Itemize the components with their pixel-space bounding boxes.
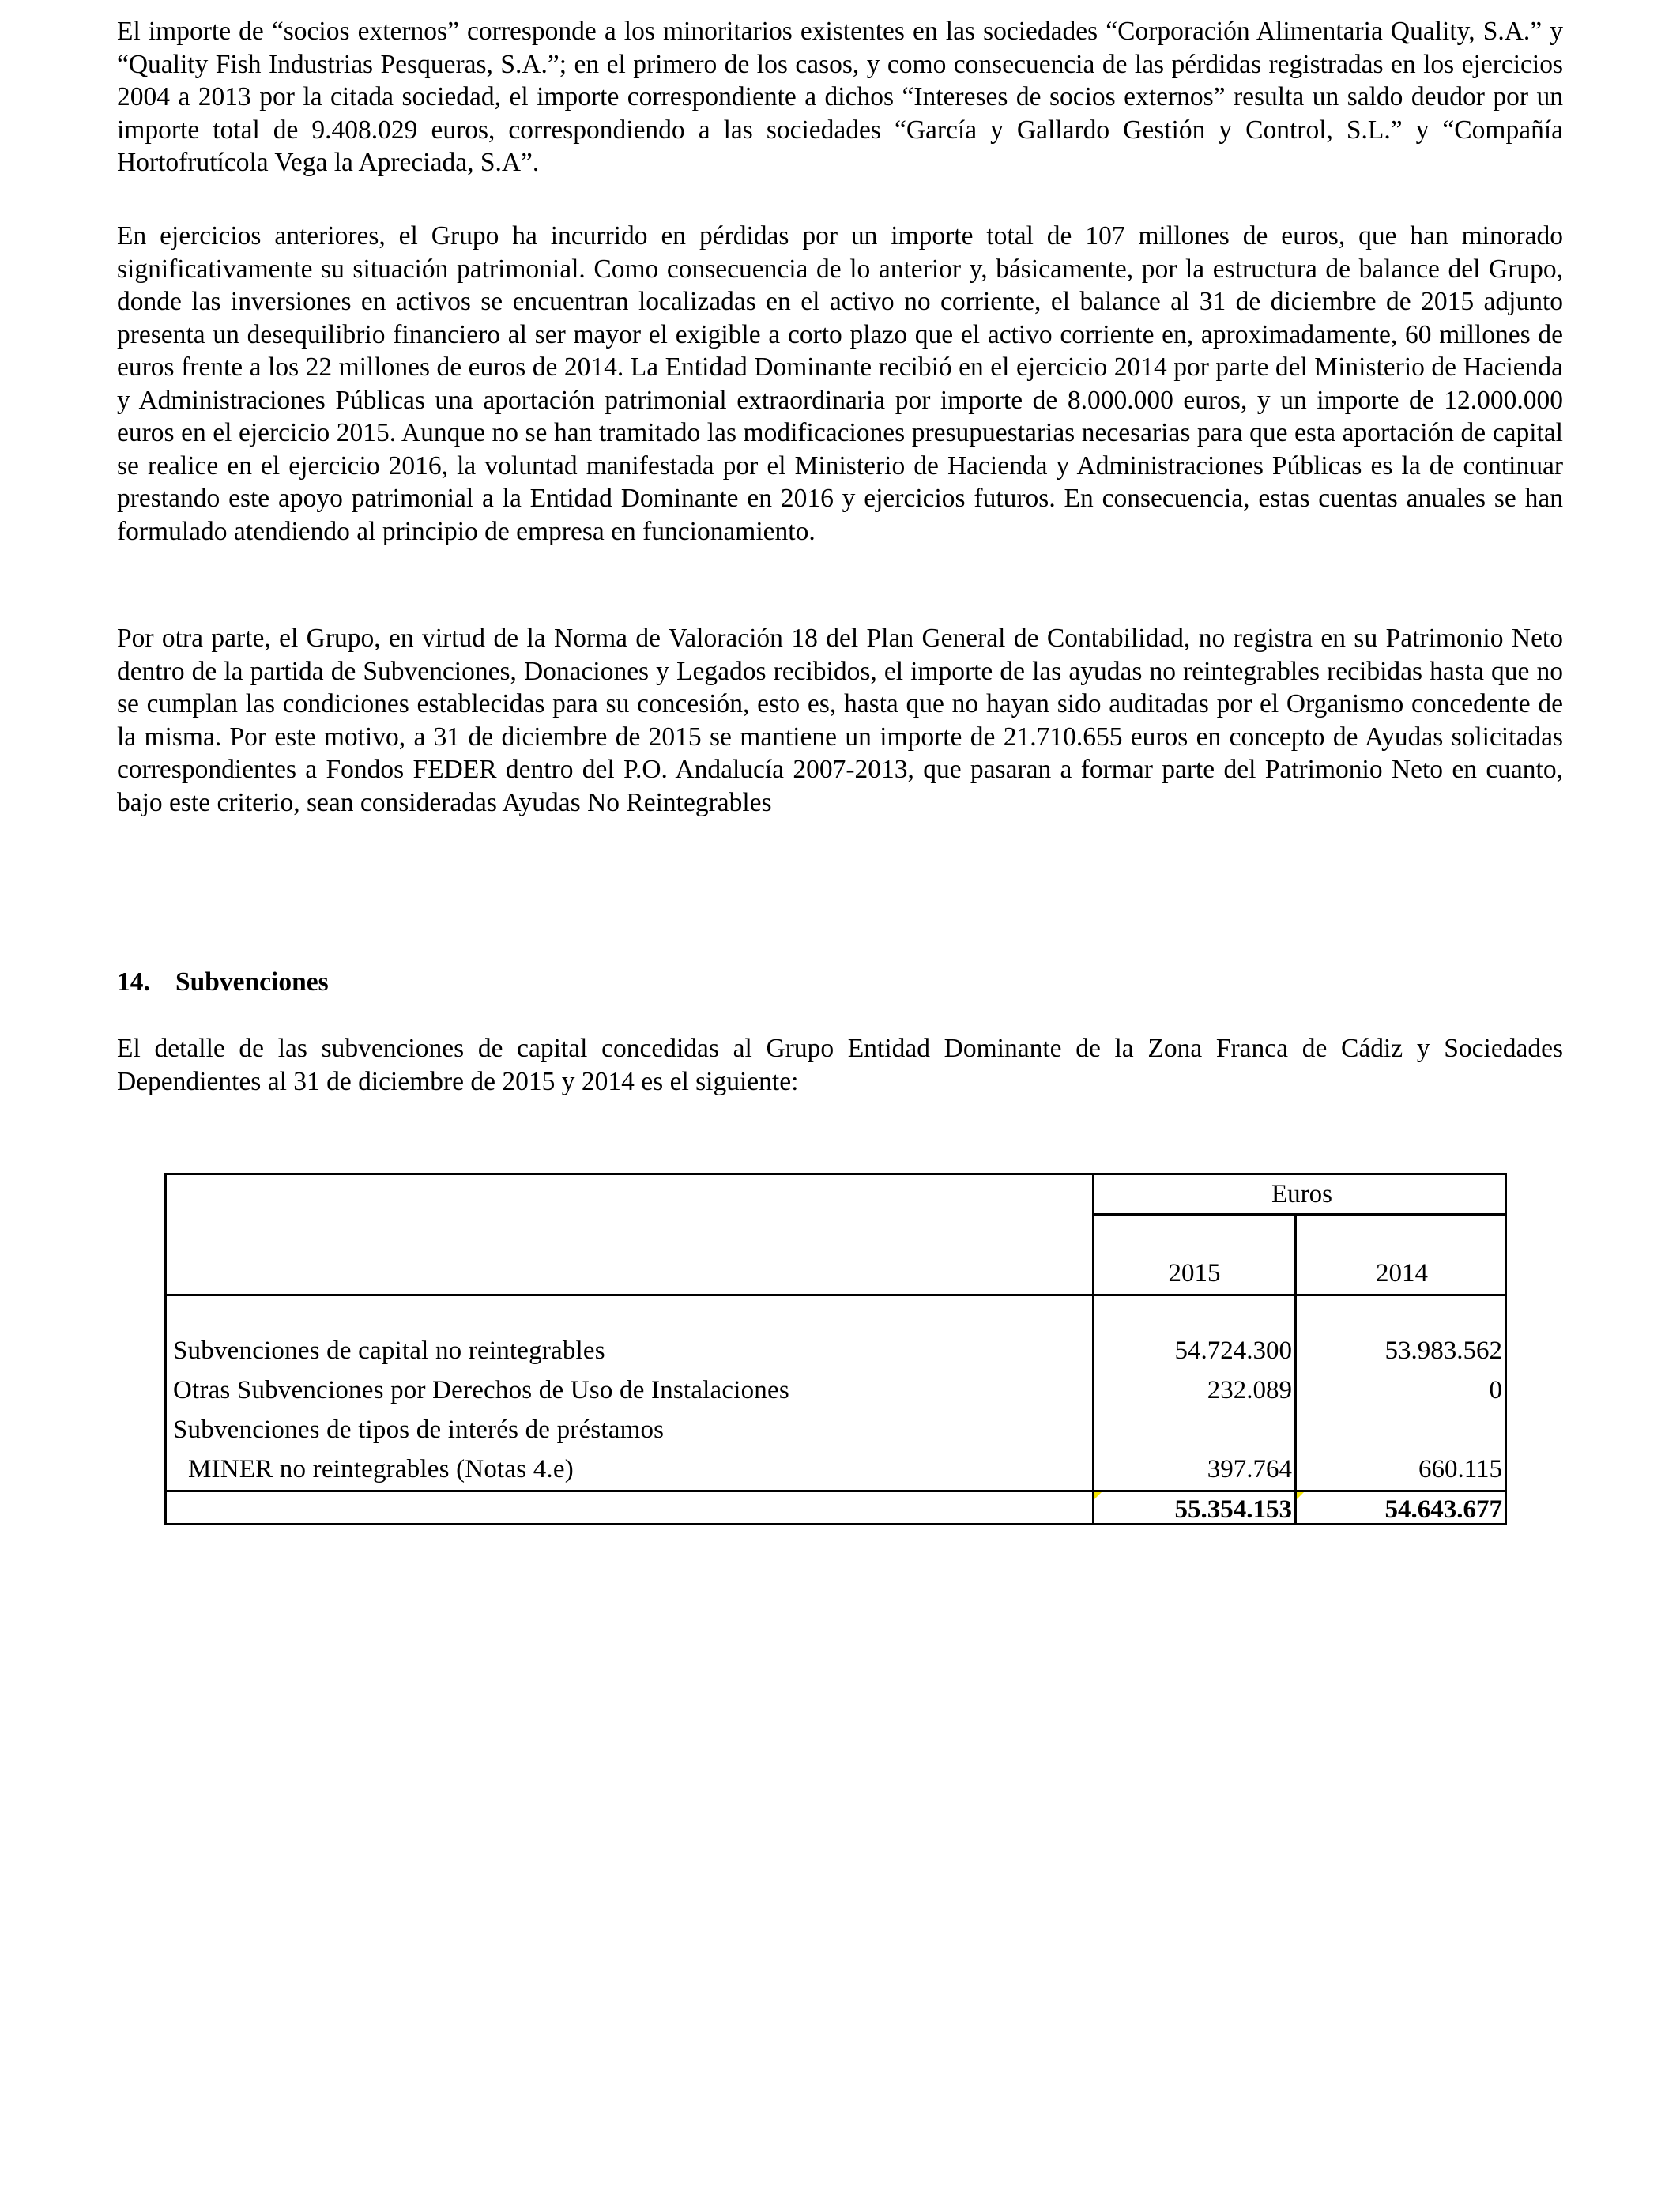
section-heading: [117, 966, 329, 999]
total-2014: 54.643.677: [1384, 1495, 1502, 1524]
row-value-2015: 232.089: [1207, 1376, 1292, 1404]
section-number: 14.: [117, 967, 150, 997]
year-header-2015: 2015: [1168, 1259, 1221, 1287]
paragraph-socios-externos: El importe de “socios externos” corresponde a los minoritarios existentes en las sociedades “Corporación Alimentaria Quality, S.A.” y “Quality Fish Industrias Pesqueras, S.A.”; en el primero de los casos, y como consecuencia de las pérdidas registradas en los ejercicios 2004 a 2013 por la citada sociedad, el importe correspondiente a dichos “Intereses de socios externos” resulta un saldo deudor por un importe total de 9.408.029 euros, correspondiendo a las sociedades “García y Gallardo Gestión y Control, S.L.” y “Compañía Hortofrutícola Vega la Apreciada, S.A”.: [117, 17, 1563, 177]
subvenciones-table: [164, 1173, 1507, 1525]
paragraph-ayudas-feder: Por otra parte, el Grupo, en virtud de la Norma de Valoración 18 del Plan General de Contabilidad, no registra en su Patrimonio Neto dentro de la partida de Subvenciones, Donaciones y Legados recibidos, el importe de las ayudas no reintegrables recibidas hasta que no se cumplan las condiciones establecidas para su concesión, esto es, hasta que no hayan sido auditadas por el Organismo concedente de la misma. Por este motivo, a 31 de diciembre de 2015 se mantiene un importe de 21.710.655 euros en concepto de Ayudas solicitadas correspondientes a Fondos FEDER dentro del P.O. Andalucía 2007-2013, que pasaran a formar parte del Patrimonio Neto en cuanto, bajo este criterio, sean consideradas Ayudas No Reintegrables: [117, 624, 1563, 817]
table-divider: [167, 1490, 1505, 1492]
paragraph-perdidas-grupo: En ejercicios anteriores, el Grupo ha incurrido en pérdidas por un importe total de 107 millones de euros, que han minorado significativamente su situación patrimonial. Como consecuencia de lo anterior y, básicamente, por la estructura de balance del Grupo, donde las inversiones en activos se encuentran localizadas en el activo no corriente, el balance al 31 de diciembre de 2015 adjunto presenta un desequilibrio financiero al ser mayor el exigible a corto plazo que el activo corriente en, aproximadamente, 60 millones de euros frente a los 22 millones de euros de 2014. La Entidad Dominante recibió en el ejercicio 2014 por parte del Ministerio de Hacienda y Administraciones Públicas una aportación patrimonial extraordinaria por importe de 8.000.000 euros, y un importe de 12.000.000 euros en el ejercicio 2015. Aunque no se han tramitado las modificaciones presupuestarias necesarias para que esta aportación de capital se realice en el ejercicio 2016, la voluntad manifestada por el Ministerio de Hacienda y Administraciones Públicas es la de continuar prestando este apoyo patrimonial a la Entidad Dominante en 2016 y ejercicios futuros. En consecuencia, estas cuentas anuales se han formulado atendiendo al principio de empresa en funcionamiento.: [117, 221, 1563, 546]
row-value-2015: 54.724.300: [1174, 1336, 1292, 1365]
table-divider: [1092, 1213, 1505, 1216]
section-title: Subvenciones: [175, 967, 329, 997]
row-value-2014: 660.115: [1418, 1455, 1502, 1483]
section-intro: El detalle de las subvenciones de capital concedidas al Grupo Entidad Dominante de la Zona Franca de Cádiz y Sociedades Dependientes al 31 de diciembre de 2015 y 2014 es el siguiente:: [117, 1034, 1563, 1096]
total-2015: 55.354.153: [1174, 1495, 1292, 1524]
year-header-2014: 2014: [1376, 1259, 1428, 1287]
row-label: Otras Subvenciones por Derechos de Uso de Instalaciones: [173, 1376, 789, 1404]
row-value-2014: 53.983.562: [1384, 1336, 1502, 1365]
row-label: Subvenciones de capital no reintegrables: [173, 1336, 605, 1365]
row-label: MINER no reintegrables (Notas 4.e): [188, 1455, 574, 1483]
row-label: Subvenciones de tipos de interés de préstamos: [173, 1416, 665, 1444]
row-value-2014: 0: [1489, 1376, 1502, 1404]
currency-header: Euros: [1271, 1180, 1332, 1208]
table-divider: [167, 1294, 1505, 1296]
row-value-2015: 397.764: [1207, 1455, 1292, 1483]
